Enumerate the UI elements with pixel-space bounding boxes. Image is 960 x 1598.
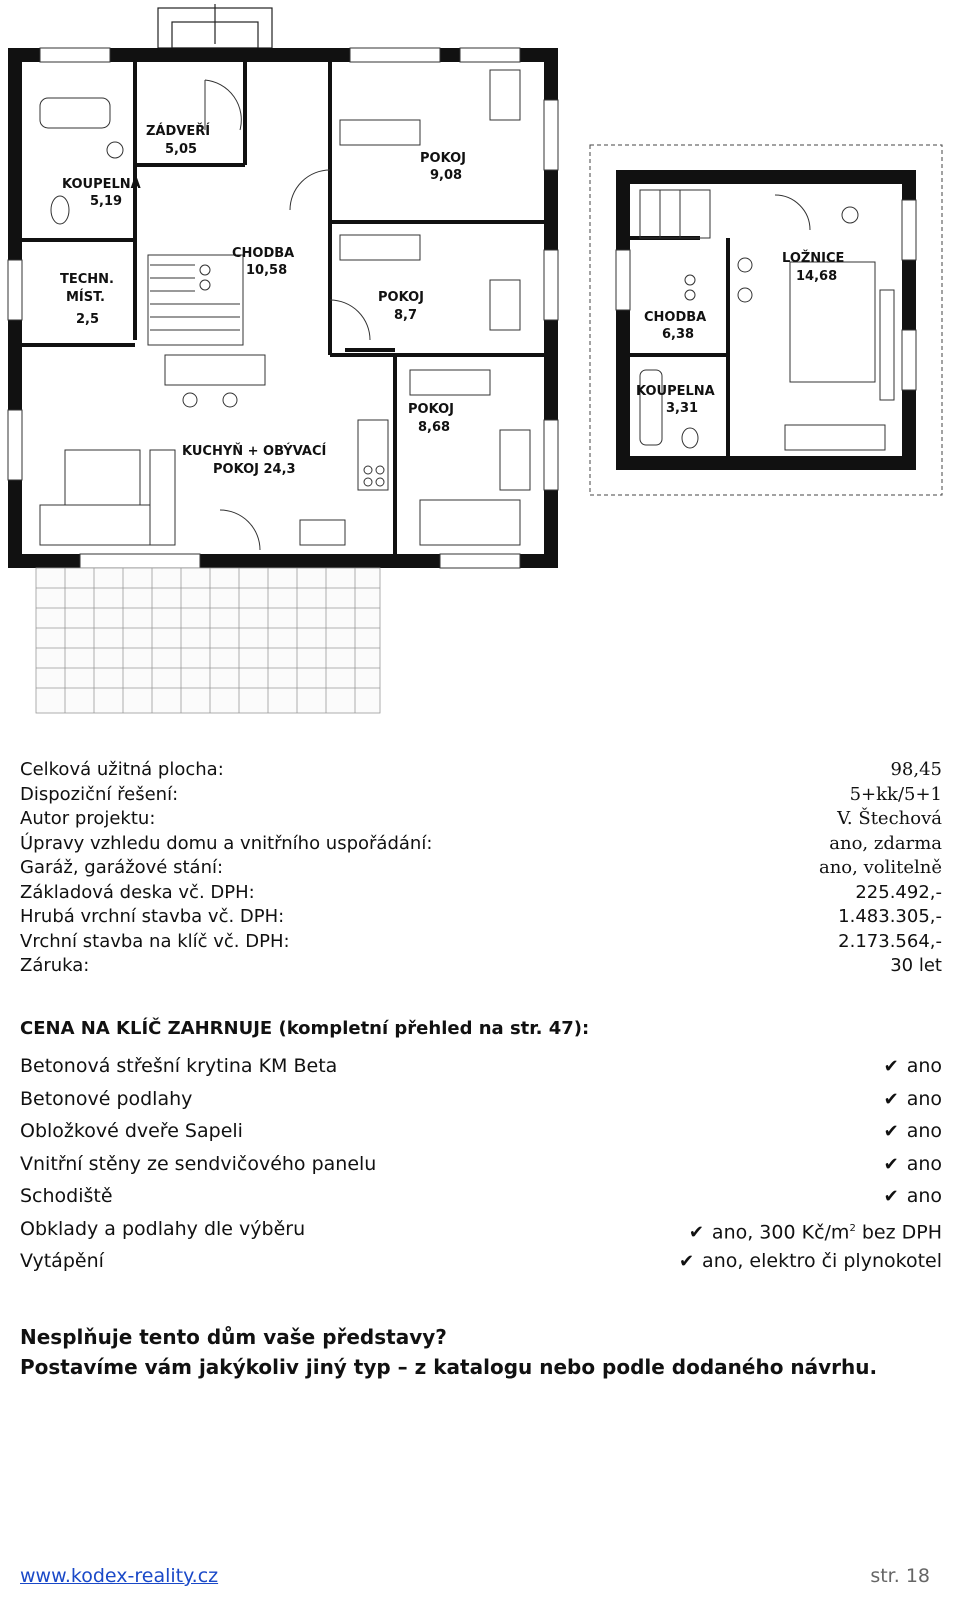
included-label: Betonové podlahy: [20, 1087, 193, 1110]
included-value: ano: [906, 1087, 942, 1110]
spec-label: Garáž, garážové stání:: [20, 857, 224, 878]
spec-label: Vrchní stavba na klíč vč. DPH:: [20, 930, 290, 952]
included-label: Obklady a podlahy dle výběru: [20, 1217, 306, 1240]
spec-label: Záruka:: [20, 955, 90, 976]
room-chodba-upper-area: 6,38: [662, 327, 695, 342]
question-line1: Nesplňuje tento dům vaše představy?: [20, 1325, 447, 1349]
spec-label: Dispoziční řešení:: [20, 783, 179, 805]
page-number: str. 18: [870, 1565, 930, 1587]
check-icon: ✔: [678, 1251, 695, 1272]
spec-row: [20, 954, 942, 979]
included-item: [20, 1180, 942, 1213]
included-label: Vnitřní stěny ze sendvičového panelu: [20, 1152, 377, 1175]
room-chodba-upper-name: CHODBA: [644, 310, 707, 325]
included-item: [20, 1115, 942, 1148]
included-value: ano, elektro či plynokotel: [702, 1250, 942, 1272]
spec-row: [20, 783, 942, 808]
included-value: ano: [906, 1120, 942, 1142]
spec-value: 1.483.305,-: [838, 906, 942, 927]
spec-row: [20, 807, 942, 832]
check-icon: ✔: [883, 1088, 899, 1110]
room-techn-area: 2,5: [76, 312, 100, 327]
room-kuchyn-name2: POKOJ 24,3: [213, 462, 296, 477]
room-pokoj2-area: 8,7: [394, 308, 418, 323]
room-chodba-area: 10,58: [246, 263, 288, 278]
room-pokoj2-name: POKOJ: [378, 290, 424, 305]
terrace-grid: [36, 568, 380, 713]
included-label: Schodiště: [20, 1185, 113, 1207]
spec-value: 30 let: [890, 955, 942, 976]
room-koupelna-upper-area: 3,31: [666, 401, 699, 416]
ground-floor-walls: [8, 48, 558, 568]
included-title: CENA NA KLÍČ ZAHRNUJE (kompletní přehled na str. 47):: [20, 1018, 590, 1039]
closing-question: [20, 1322, 877, 1382]
included-label: Vytápění: [20, 1250, 104, 1272]
spec-value: ano, volitelně: [818, 857, 942, 878]
spec-value: ano, zdarma: [829, 832, 942, 854]
room-pokoj1-area: 9,08: [430, 168, 463, 183]
included-item: [20, 1083, 942, 1116]
check-icon: ✔: [883, 1056, 899, 1077]
spec-label: Základová deska vč. DPH:: [20, 881, 255, 903]
page-footer: [20, 1565, 930, 1587]
spec-label: Úpravy vzhledu domu a vnitřního uspořádání:: [20, 832, 433, 854]
included-item: [20, 1213, 942, 1246]
room-koupelna-area: 5,19: [90, 194, 123, 209]
spec-label: Autor projektu:: [20, 808, 156, 829]
spec-row: [20, 832, 942, 857]
included-list: [20, 1050, 942, 1278]
floor-plan: [0, 0, 960, 735]
spec-row: [20, 930, 942, 955]
spec-value: 98,45: [890, 759, 942, 780]
spec-value: 5+kk/5+1: [849, 783, 942, 805]
spec-value: V. Štechová: [837, 808, 942, 829]
included-value: ano: [906, 1185, 942, 1207]
room-zadveri-name: ZÁDVEŘÍ: [146, 124, 211, 139]
check-icon: ✔: [883, 1186, 899, 1207]
check-icon: ✔: [688, 1221, 704, 1243]
room-loznice-area: 14,68: [796, 269, 838, 284]
room-loznice-name: LOŽNICE: [782, 251, 845, 266]
room-koupelna-upper-name: KOUPELNA: [636, 384, 715, 399]
included-value: ano: [906, 1055, 942, 1077]
included-label: Betonová střešní krytina KM Beta: [20, 1055, 338, 1077]
spec-label: Hrubá vrchní stavba vč. DPH:: [20, 906, 285, 927]
room-pokoj3-area: 8,68: [418, 420, 451, 435]
included-value: ano, 300 Kč/m: [711, 1220, 850, 1243]
spec-value: 225.492,-: [855, 881, 942, 903]
spec-row: [20, 856, 942, 881]
question-line2: Postavíme vám jakýkoliv jiný typ – z katalogu nebo podle dodaného návrhu.: [20, 1355, 878, 1379]
spec-value: 2.173.564,-: [838, 930, 942, 952]
spec-row: [20, 881, 942, 906]
included-after: bez DPH: [855, 1220, 942, 1243]
room-kuchyn-name: KUCHYŇ + OBÝVACÍ: [182, 444, 327, 459]
included-item: [20, 1148, 942, 1181]
room-techn-name: TECHN.: [60, 272, 114, 287]
included-item: [20, 1245, 942, 1278]
room-koupelna-name: KOUPELNA: [62, 177, 141, 192]
room-zadveri-area: 5,05: [165, 142, 198, 157]
spec-row: [20, 758, 942, 783]
room-pokoj1-name: POKOJ: [420, 151, 466, 166]
included-sup: 2: [849, 1222, 856, 1234]
room-chodba-name: CHODBA: [232, 246, 295, 261]
spec-label: Celková užitná plocha:: [20, 759, 224, 780]
included-value: ano: [906, 1152, 942, 1175]
room-pokoj3-name: POKOJ: [408, 402, 454, 417]
check-icon: ✔: [883, 1121, 899, 1142]
included-item: [20, 1050, 942, 1083]
room-techn-name2: MÍST.: [66, 290, 105, 305]
included-label: Obložkové dveře Sapeli: [20, 1120, 243, 1142]
spec-row: [20, 905, 942, 930]
check-icon: ✔: [883, 1153, 899, 1175]
spec-table: [20, 758, 942, 979]
website-link[interactable]: www.kodex-reality.cz: [20, 1565, 219, 1587]
